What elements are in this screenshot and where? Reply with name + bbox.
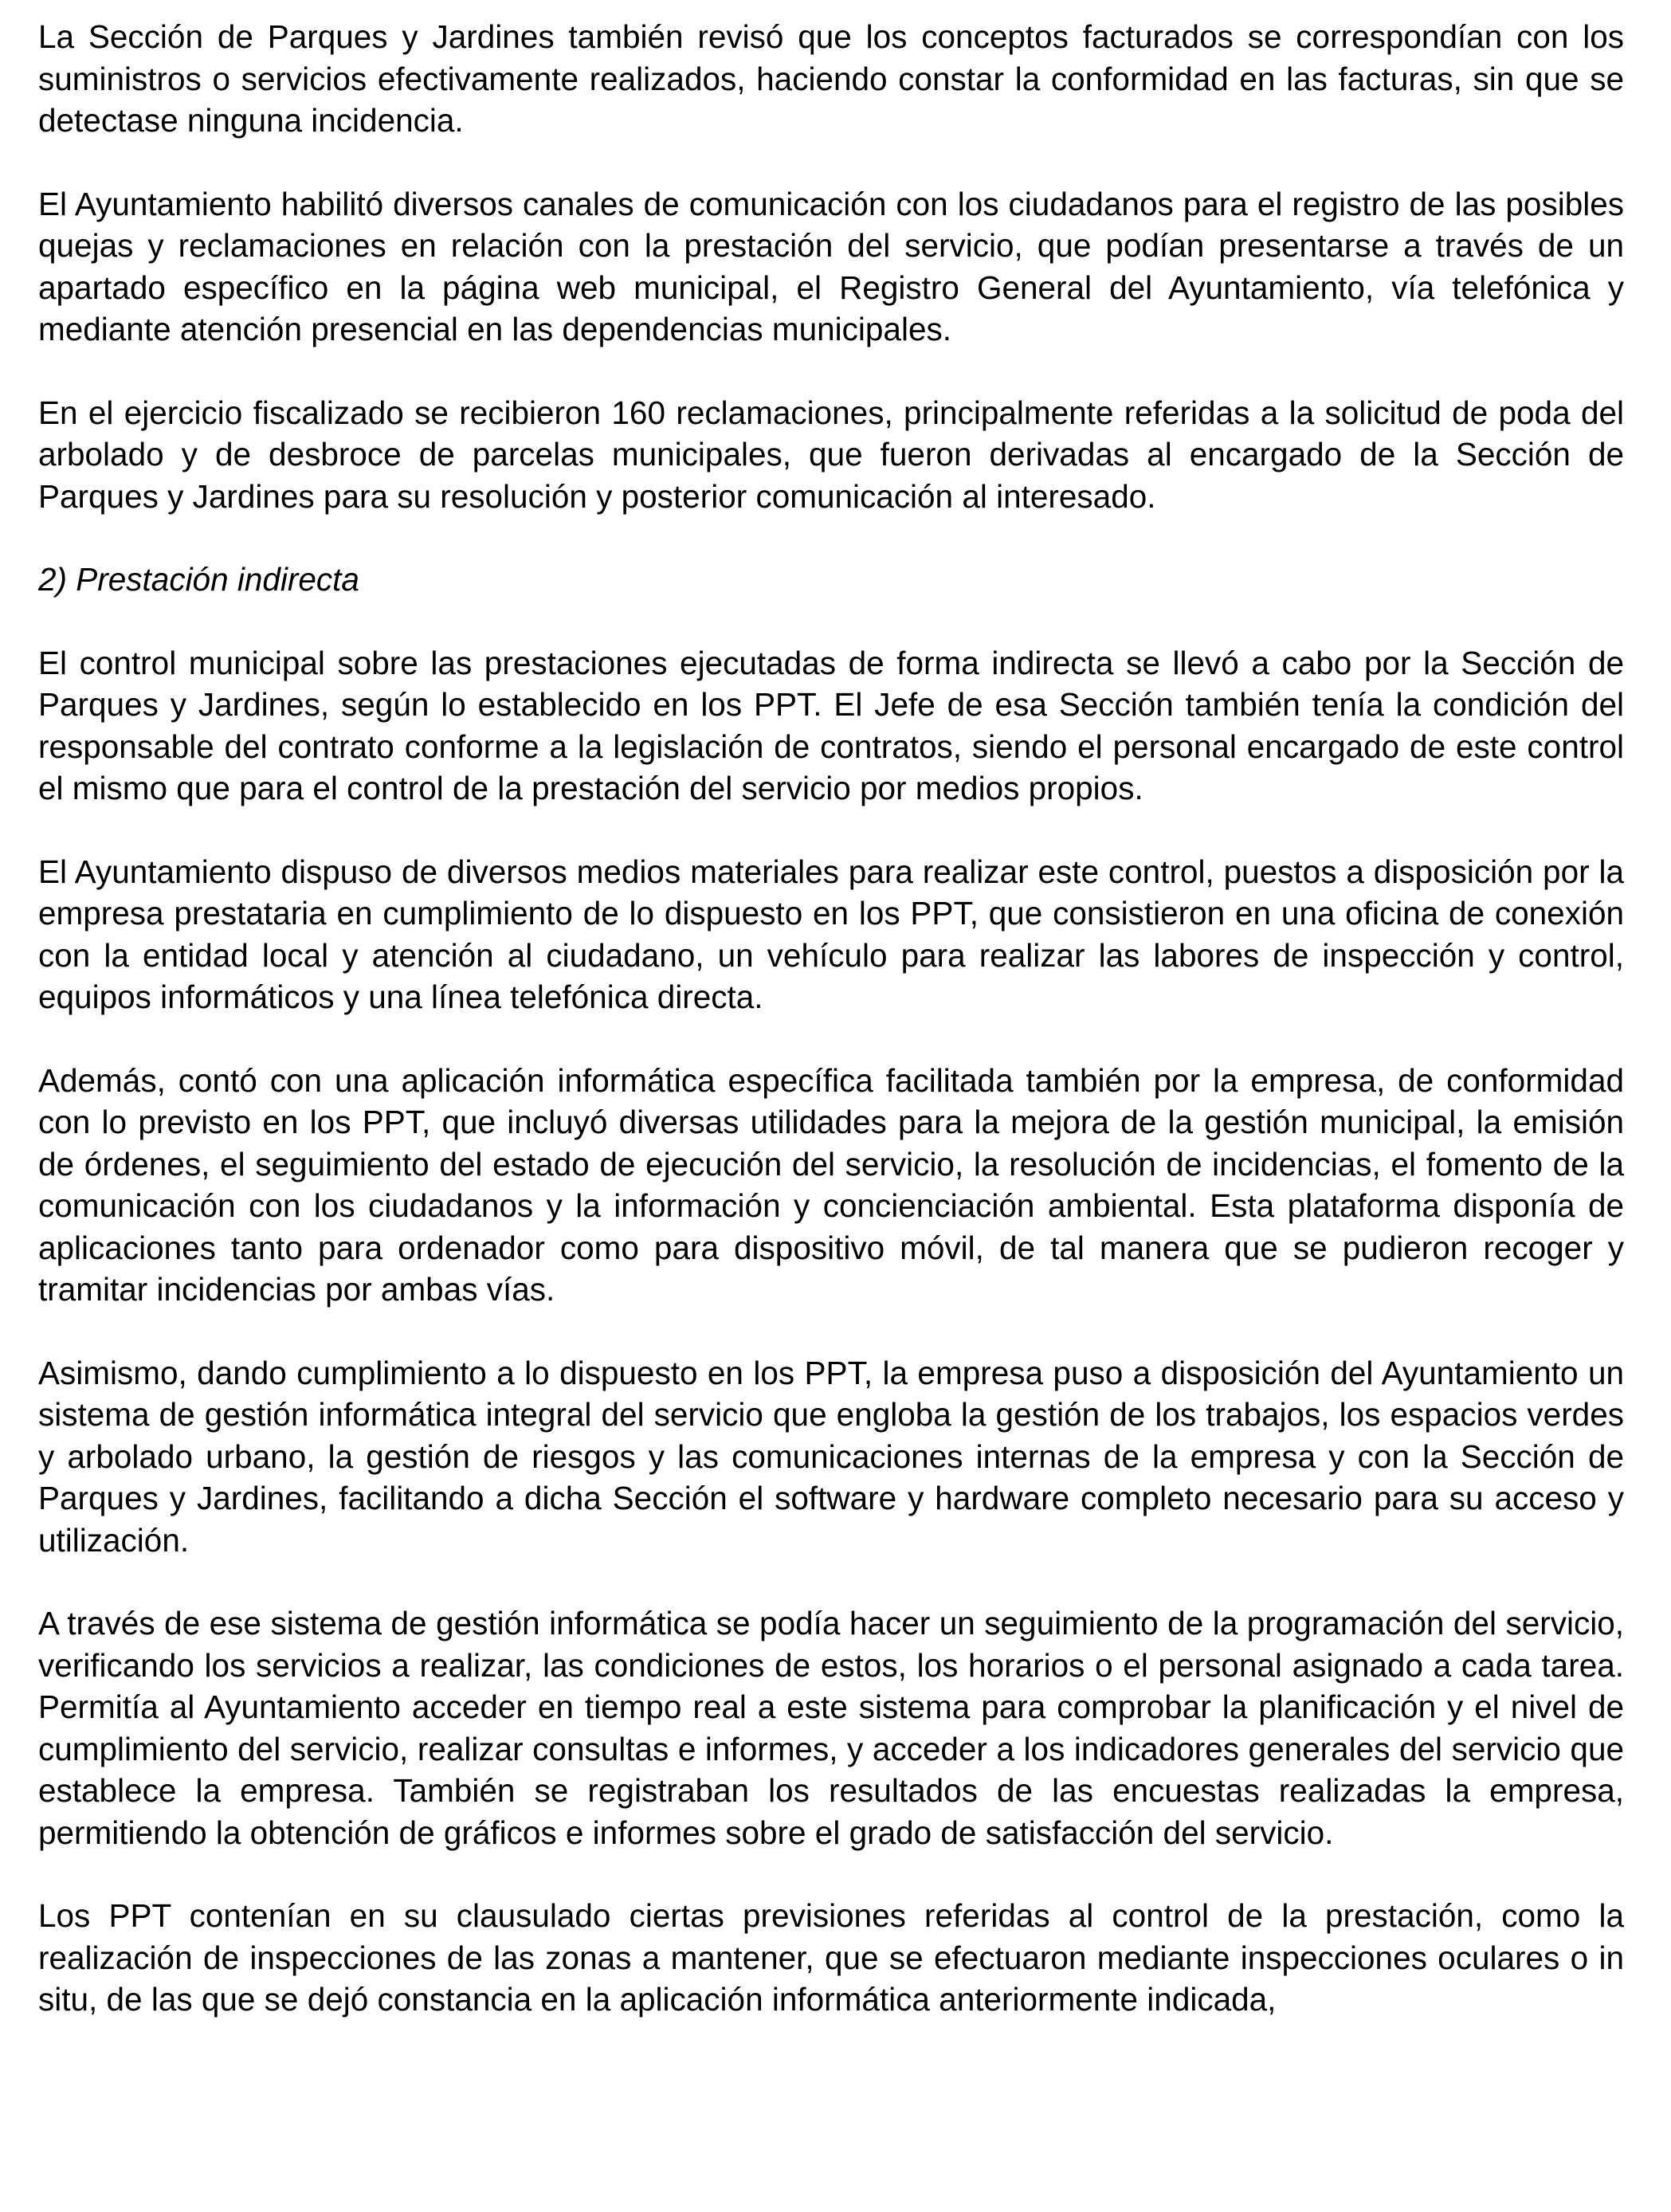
paragraph: La Sección de Parques y Jardines también revisó que los conceptos facturados se correspondían con los suministros o servicios efectivamente realizados, haciendo constar la conformidad en las facturas, sin que se detectase ninguna incidencia. <box>38 18 1624 139</box>
paragraph: El Ayuntamiento habilitó diversos canales de comunicación con los ciudadanos para el registro de las posibles quejas y reclamaciones en relación con la prestación del servicio, que podían presentarse a través de un apartado específico en la página web municipal, el Registro General del Ayuntamiento, vía telefónica y mediante atención presencial en las dependencias municipales. <box>38 185 1624 347</box>
paragraph: El Ayuntamiento dispuso de diversos medios materiales para realizar este control, puestos a disposición por la empresa prestataria en cumplimiento de lo dispuesto en los PPT, que consistieron en una oficina de conexión con la entidad local y atención al ciudadano, un vehículo para realizar las labores de inspección y control, equipos informáticos y una línea telefónica directa. <box>38 853 1624 1015</box>
paragraph: Además, contó con una aplicación informática específica facilitada también por la empresa, de conformidad con lo previsto en los PPT, que incluyó diversas utilidades para la mejora de la gestión municipal, la emisión de órdenes, el seguimiento del estado de ejecución del servicio, la resolución de incidencias, el fomento de la comunicación con los ciudadanos y la información y concienciación ambiental. Esta plataforma disponía de aplicaciones tanto para ordenador como para dispositivo móvil, de tal manera que se pudieron recoger y tramitar incidencias por ambas vías. <box>38 1061 1624 1308</box>
text-segment: , de las que se dejó constancia en la aplicación informática anteriormente indicada, <box>88 1981 1277 2018</box>
section-heading: 2) Prestación indirecta <box>38 561 359 598</box>
document-page <box>38 16 1624 2062</box>
paragraph: El control municipal sobre las prestaciones ejecutadas de forma indirecta se llevó a cabo por la Sección de Parques y Jardines, según lo establecido en los PPT. El Jefe de esa Sección también tenía la condición del responsable del contrato conforme a la legislación de contratos, siendo el personal encargado de este control el mismo que para el control de la prestación del servicio por medios propios. <box>38 644 1624 806</box>
text-segment: Los PPT contenían en su clausulado ciertas previsiones referidas al control de la prestación, como la realización de inspecciones de las zonas a mantener, que se efectuaron mediante inspecciones oculares o <box>38 1897 1624 1976</box>
paragraph: A través de ese sistema de gestión informática se podía hacer un seguimiento de la programación del servicio, verificando los servicios a realizar, las condiciones de estos, los horarios o el personal asignado a cada tarea. Permitía al Ayuntamiento acceder en tiempo real a este sistema para comprobar la planificación y el nivel de cumplimiento del servicio, realizar consultas e informes, y acceder a los indicadores generales del servicio que establece la empresa. También se registraban los resultados de las encuestas realizadas la empresa, permitiendo la obtención de gráficos e informes sobre el grado de satisfacción del servicio. <box>38 1605 1624 1851</box>
italic-term: in situ <box>38 1939 1624 2018</box>
paragraph: Asimismo, dando cumplimiento a lo dispuesto en los PPT, la empresa puso a disposición del Ayuntamiento un sistema de gestión informática integral del servicio que engloba la gestión de los trabajos, los espacios verdes y arbolado urbano, la gestión de riesgos y las comunicaciones internas de la empresa y con la Sección de Parques y Jardines, facilitando a dicha Sección el software y hardware completo necesario para su acceso y utilización. <box>38 1354 1624 1559</box>
paragraph: En el ejercicio fiscalizado se recibieron 160 reclamaciones, principalmente referidas a la solicitud de poda del arbolado y de desbroce de parcelas municipales, que fueron derivadas al encargado de la Sección de Parques y Jardines para su resolución y posterior comunicación al interesado. <box>38 394 1624 515</box>
paragraph-last <box>38 1895 1624 2021</box>
